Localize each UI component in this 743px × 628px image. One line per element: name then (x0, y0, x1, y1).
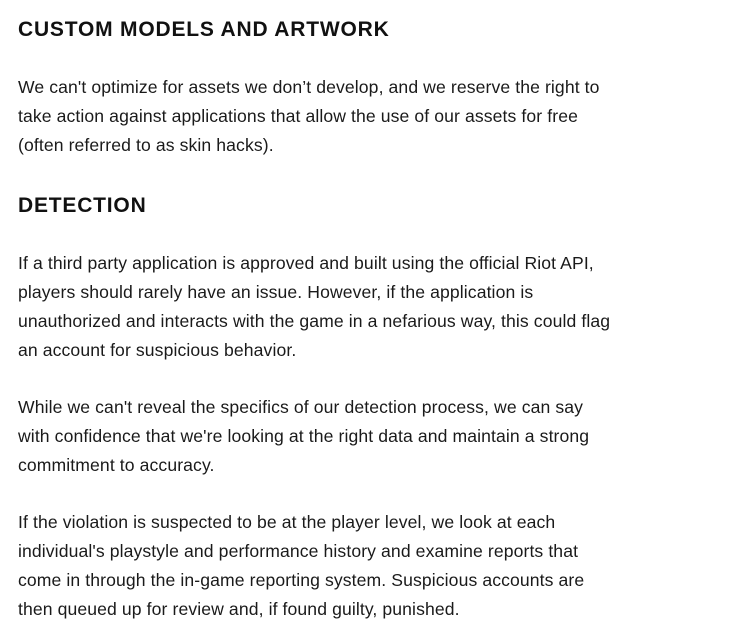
text-line: with confidence that we're looking at the right data and maintain a strong (18, 426, 590, 446)
text-line: If a third party application is approved and built using the official Riot API, (18, 253, 594, 273)
text-line: We can't optimize for assets we don’t develop, and we reserve the right to (18, 77, 600, 97)
section-heading-detection: DETECTION (18, 194, 147, 217)
paragraph-custom-models (18, 73, 600, 160)
text-line: (often referred to as skin hacks). (18, 135, 274, 155)
paragraph-detection-player-level (18, 508, 584, 624)
paragraph-detection-process (18, 393, 589, 480)
text-line: individual's playstyle and performance history and examine reports that (18, 541, 579, 561)
section-heading-custom-models: CUSTOM MODELS AND ARTWORK (18, 18, 390, 41)
text-line: come in through the in-game reporting system. Suspicious accounts are (18, 570, 585, 590)
text-line: unauthorized and interacts with the game in a nefarious way, this could flag (18, 311, 611, 331)
text-line: take action against applications that allow the use of our assets for free (18, 106, 578, 126)
text-line: While we can't reveal the specifics of our detection process, we can say (18, 397, 584, 417)
text-line: players should rarely have an issue. However, if the application is (18, 282, 534, 302)
text-line: then queued up for review and, if found guilty, punished. (18, 599, 460, 619)
text-line: If the violation is suspected to be at the player level, we look at each (18, 512, 556, 532)
paragraph-detection-approval (18, 249, 610, 365)
text-line: commitment to accuracy. (18, 455, 215, 475)
text-line: an account for suspicious behavior. (18, 340, 297, 360)
